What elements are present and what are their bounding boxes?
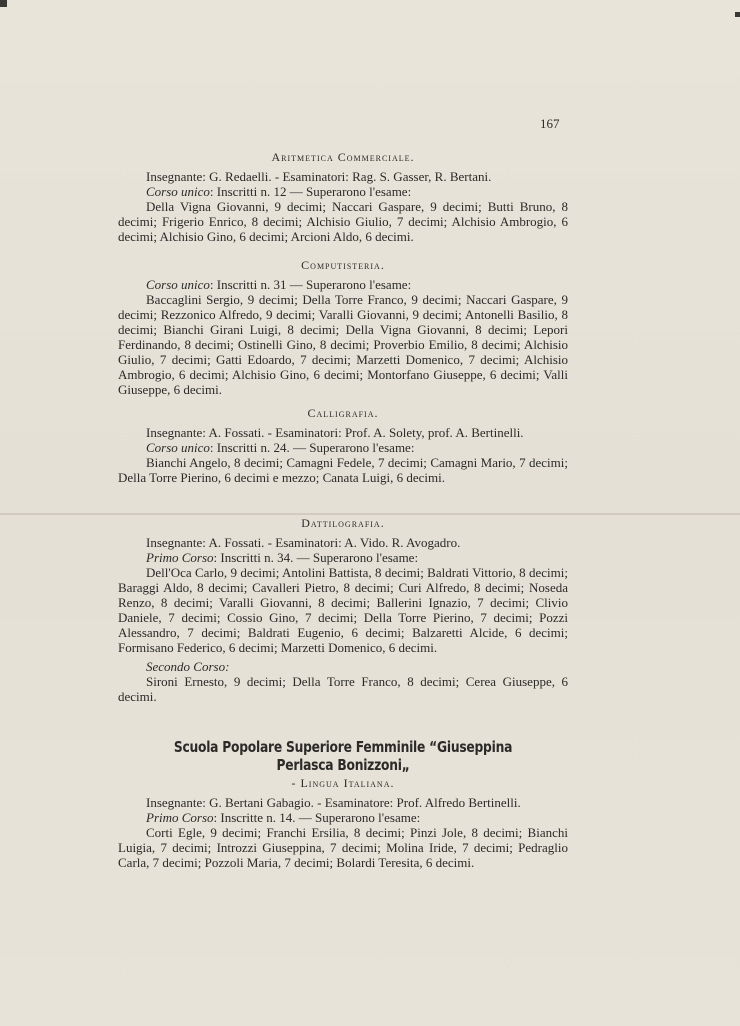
course-label: Primo Corso <box>146 810 214 825</box>
teacher-line: Insegnante: G. Bertani Gabagio. - Esaminatore: Prof. Alfredo Bertinelli. <box>146 795 521 810</box>
course-info: : Inscritti n. 12 — Superarono l'esame: <box>209 184 412 199</box>
course-info: : Inscritti n. 31 — Superarono l'esame: <box>209 277 412 292</box>
scan-corner-mark <box>735 12 740 17</box>
course-line <box>118 440 568 455</box>
section-heading: Calligrafia. <box>307 406 379 420</box>
course-info: : Inscritti n. 34. — Superarono l'esame: <box>213 550 419 565</box>
course-label: Corso unico <box>146 277 210 292</box>
course-line <box>118 277 568 292</box>
section-dattilografia <box>118 516 568 704</box>
section-heading: Computisteria. <box>301 258 385 272</box>
section-aritmetica <box>118 150 568 244</box>
section-calligrafia <box>118 406 568 485</box>
teacher-line: Insegnante: A. Fossati. - Esaminatori: Prof. A. Solety, prof. A. Bertinelli. <box>146 425 524 440</box>
results-text: Sironi Ernesto, 9 decimi; Della Torre Franco, 8 decimi; Cerea Giuseppe, 6 decimi. <box>118 674 568 704</box>
results-text: Bianchi Angelo, 8 decimi; Camagni Fedele, 7 decimi; Camagni Mario, 7 decimi; Della Torre Pierino, 6 decimi e mezzo; Canata Luigi, 6 decimi. <box>118 455 568 485</box>
course-info: : Inscritti n. 24. — Superarono l'esame: <box>209 440 415 455</box>
teacher-line: Insegnante: G. Redaelli. - Esaminatori: Rag. S. Gasser, R. Bertani. <box>146 169 492 184</box>
results-text: Dell'Oca Carlo, 9 decimi; Antolini Battista, 8 decimi; Baldrati Vittorio, 8 decimi; Baraggi Aldo, 8 decimi; Cavalleri Pietro, 8 decimi; Curi Alfredo, 8 decimi; Noseda Renzo, 8 decimi; Varalli Giovanni, 8 decimi; Ballerini Ignazio, 7 decimi; Clivio Daniele, 7 decimi; Cossio Gino, 7 decimi; Della Torre Pierino, 7 decimi; Pozzi Alessandro, 7 decimi; Baldrati Eugenio, 6 decimi; Balzaretti Alcide, 6 decimi; Formisano Federico, 6 decimi; Marzetti Domenico, 6 decimi. <box>118 565 568 655</box>
section-heading: Aritmetica Commerciale. <box>271 150 415 164</box>
results-text: Baccaglini Sergio, 9 decimi; Della Torre Franco, 9 decimi; Naccari Gaspare, 9 decimi; Rezzonico Alfredo, 9 decimi; Varalli Giovanni, 9 decimi; Antonelli Basilio, 8 decimi; Bianchi Girani Luigi, 8 decimi; Della Vigna Giovanni, 8 decimi; Lepori Ferdinando, 8 decimi; Ostinelli Gino, 8 decimi; Proverbio Emilio, 8 decimi; Alchisio Giulio, 7 decimi; Gatti Edoardo, 7 decimi; Marzetti Domenico, 7 decimi; Alchisio Ambrogio, 6 decimi; Alchisio Gino, 6 decimi; Montorfano Giuseppe, 6 decimi; Valli Giuseppe, 6 decimi. <box>118 292 568 397</box>
course-label: Primo Corso <box>146 550 214 565</box>
course-line <box>118 184 568 199</box>
page-fold <box>0 513 740 515</box>
school-title: Scuola Popolare Superiore Femminile “Giuseppina Perlasca Bonizzoni„ <box>173 738 513 774</box>
course-label: Corso unico <box>146 184 210 199</box>
section-lingua-italiana <box>118 776 568 870</box>
scan-corner-mark <box>0 0 7 7</box>
page-number: 167 <box>540 116 560 131</box>
course-label: Corso unico <box>146 440 210 455</box>
teacher-line: Insegnante: A. Fossati. - Esaminatori: A. Vido. R. Avogadro. <box>146 535 461 550</box>
course-line <box>118 550 568 565</box>
section-heading: Dattilografia. <box>301 516 385 530</box>
course-label: Secondo Corso: <box>146 659 230 674</box>
section-computisteria <box>118 258 568 397</box>
results-text: Corti Egle, 9 decimi; Franchi Ersilia, 8 decimi; Pinzi Jole, 8 decimi; Bianchi Luigia, 7 decimi; Introzzi Giuseppina, 7 decimi; Molina Iride, 7 decimi; Pedraglio Carla, 7 decimi; Pozzoli Maria, 7 decimi; Bolardi Teresita, 6 decimi. <box>118 825 568 870</box>
section-heading: - Lingua Italiana. <box>291 776 395 790</box>
results-text: Della Vigna Giovanni, 9 decimi; Naccari Gaspare, 9 decimi; Butti Bruno, 8 decimi; Frigerio Enrico, 8 decimi; Alchisio Giulio, 7 decimi; Alchisio Ambrogio, 6 decimi; Alchisio Gino, 6 decimi; Arcioni Aldo, 6 decimi. <box>118 199 568 244</box>
course-info: : Inscritte n. 14. — Superarono l'esame: <box>213 810 421 825</box>
course-line <box>118 810 568 825</box>
course-line <box>118 659 568 674</box>
